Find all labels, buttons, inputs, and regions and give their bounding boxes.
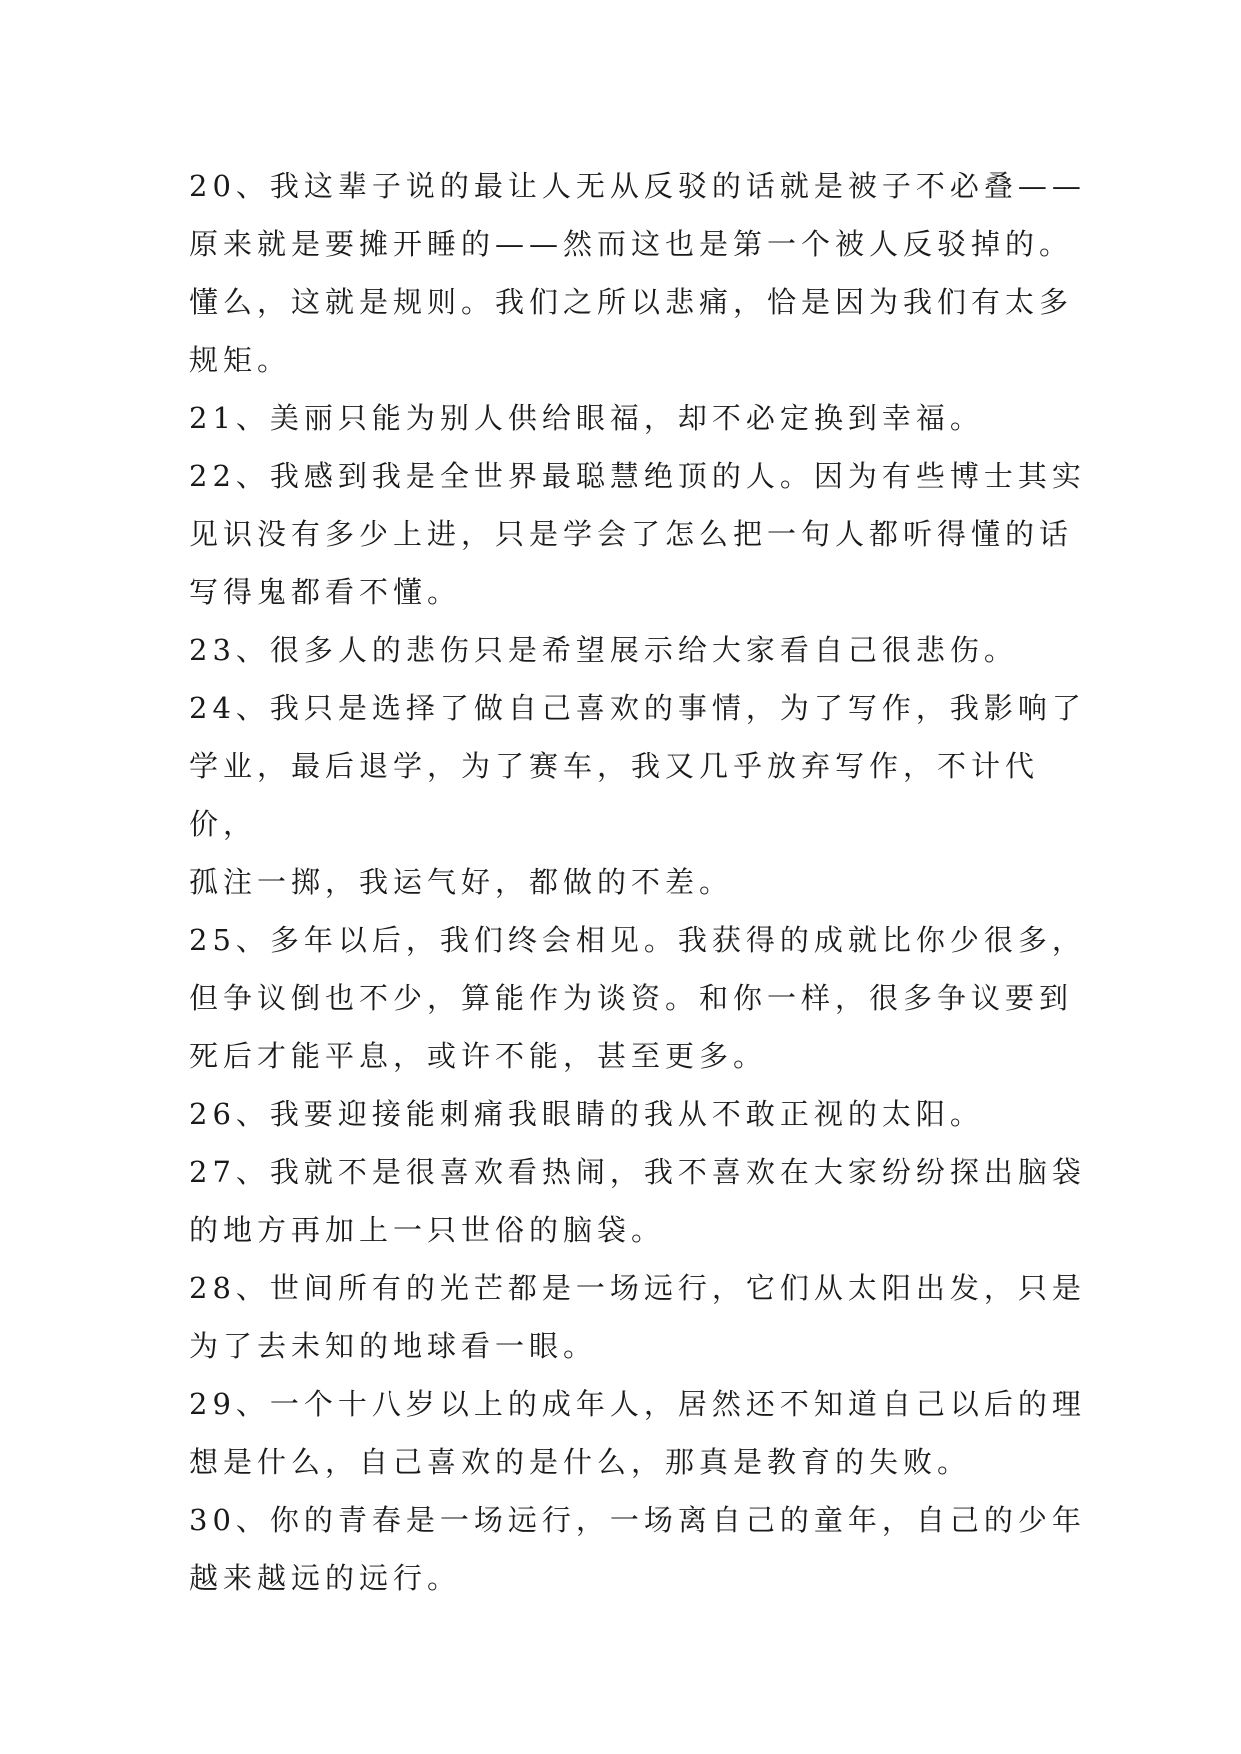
quote-25: 25、多年以后，我们终会相见。我获得的成就比你少很多， 但争议倒也不少，算能作为谈资。和你一样，很多争议要到 死后才能平息，或许不能，甚至更多。 [189,923,1086,1073]
quote-27: 27、我就不是很喜欢看热闹，我不喜欢在大家纷纷探出脑袋 的地方再加上一只世俗的脑袋。 [189,1155,1086,1247]
quote-28: 28、世间所有的光芒都是一场远行，它们从太阳出发，只是 为了去未知的地球看一眼。 [189,1271,1086,1363]
quote-21: 21、美丽只能为别人供给眼福，却不必定换到幸福。 [189,401,984,435]
quote-22: 22、我感到我是全世界最聪慧绝顶的人。因为有些博士其实 见识没有多少上进，只是学会了怎么把一句人都听得懂的话 写得鬼都看不懂。 [189,459,1086,609]
quote-list [189,157,1089,1607]
quote-24: 24、我只是选择了做自己喜欢的事情，为了写作，我影响了 学业，最后退学，为了赛车，我又几乎放弃写作，不计代价， 孤注一掷，我运气好，都做的不差。 [189,691,1086,899]
quote-30: 30、你的青春是一场远行，一场离自己的童年，自己的少年 越来越远的远行。 [189,1503,1086,1595]
quote-26: 26、我要迎接能刺痛我眼睛的我从不敢正视的太阳。 [189,1097,984,1131]
quote-29: 29、一个十八岁以上的成年人，居然还不知道自己以后的理 想是什么，自己喜欢的是什么，那真是教育的失败。 [189,1387,1086,1479]
quote-20: 20、我这辈子说的最让人无从反驳的话就是被子不必叠—— 原来就是要摊开睡的——然而这也是第一个被人反驳掉的。 懂么，这就是规则。我们之所以悲痛，恰是因为我们有太多 规矩。 [189,169,1086,377]
quote-23: 23、很多人的悲伤只是希望展示给大家看自己很悲伤。 [189,633,1018,667]
